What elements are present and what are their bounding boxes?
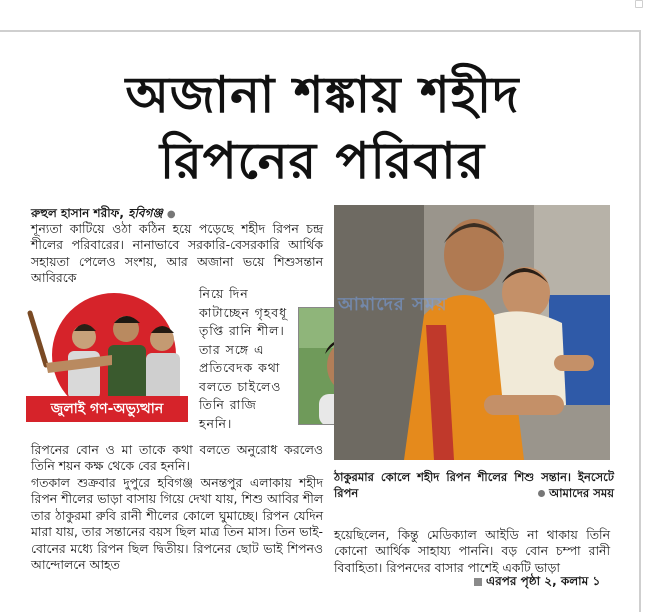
headline-line-1: অজানা শঙ্কায় শহীদ <box>125 65 520 124</box>
credit-dot-icon <box>538 490 545 497</box>
grandmother-child-photo <box>334 205 610 460</box>
july-uprising-banner: জুলাই গণ-অভ্যুত্থান <box>26 396 188 422</box>
photo-credit <box>334 485 614 501</box>
byline-dot-icon: ● <box>166 209 176 220</box>
corner-marker <box>635 0 643 8</box>
photo-watermark: আমাদের সময় <box>338 294 448 315</box>
continued-text: এরপর পৃষ্ঠা ২, কলাম ১ <box>486 574 601 588</box>
main-photo <box>334 205 610 460</box>
credit-text: আমাদের সময় <box>549 486 614 500</box>
paragraph-brother-sister: হয়েছিলেন, কিন্তু মেডিক্যাল আইডি না থাকায় তিনি কোনো আর্থিক সাহায্য পাননি। বড় বোন চম্পা রানী বিবাহিতা। রিপনদের বাসার পাশেই একটি ভাড়া <box>334 527 610 575</box>
continued-on-link[interactable] <box>474 573 600 589</box>
caption-text: ঠাকুরমার কোলে শহীদ রিপন শীলের শিশু সন্তান। ইনসেটে রিপন <box>334 470 614 500</box>
headline-line-2: রিপনের পরিবার <box>159 131 486 190</box>
continued-square-icon <box>474 578 482 586</box>
byline-place: হবিগঞ্জ <box>128 206 163 220</box>
paragraph-intro: শূন্যতা কাটিয়ে ওঠা কঠিন হয়ে পড়েছে শহীদ রিপন চন্দ্র শীলের পরিবারের। নানাভাবে সরকারি-বেসরকারি আর্থিক সহায়তা পেলেও সংশয়, আর অজানা ভয়ে শিশুসন্তান আবিরকে <box>31 221 323 286</box>
byline-author: রুহুল হাসান শরীফ, <box>31 206 124 220</box>
photo-caption <box>334 469 614 501</box>
paragraph-sister-mother: রিপনের বোন ও মা তাকে কথা বলতে অনুরোধ করলেও তিনি শয়ন কক্ষ থেকে বের হননি। <box>31 442 323 474</box>
paragraph-narrow-column: নিয়ে দিন কাটাচ্ছেন গৃহবধূ তৃপ্তি রানি শীল। তার সঙ্গে এ প্রতিবেদক কথা বলতে চাইলেও তিনি রাজি হননি। <box>199 286 288 431</box>
paragraph-visit: গতকাল শুক্রবার দুপুরে হবিগঞ্জ অনন্তপুর এলাকায় শহীদ রিপন শীলের ভাড়া বাসায় গিয়ে দেখা যায়, শিশু আবির শীল তার ঠাকুরমা রুবি রানী শীলের কোলে ঘুমাচ্ছে। রিপন যেদিন মারা যায়, তার সন্তানের বয়স ছিল মাত্র তিন মাস। তিন ভাই-বোনের মধ্যে রিপন ছিল দ্বিতীয়। রিপনের ছোট ভাই শিপনও আন্দোলনে আহত <box>31 475 323 573</box>
